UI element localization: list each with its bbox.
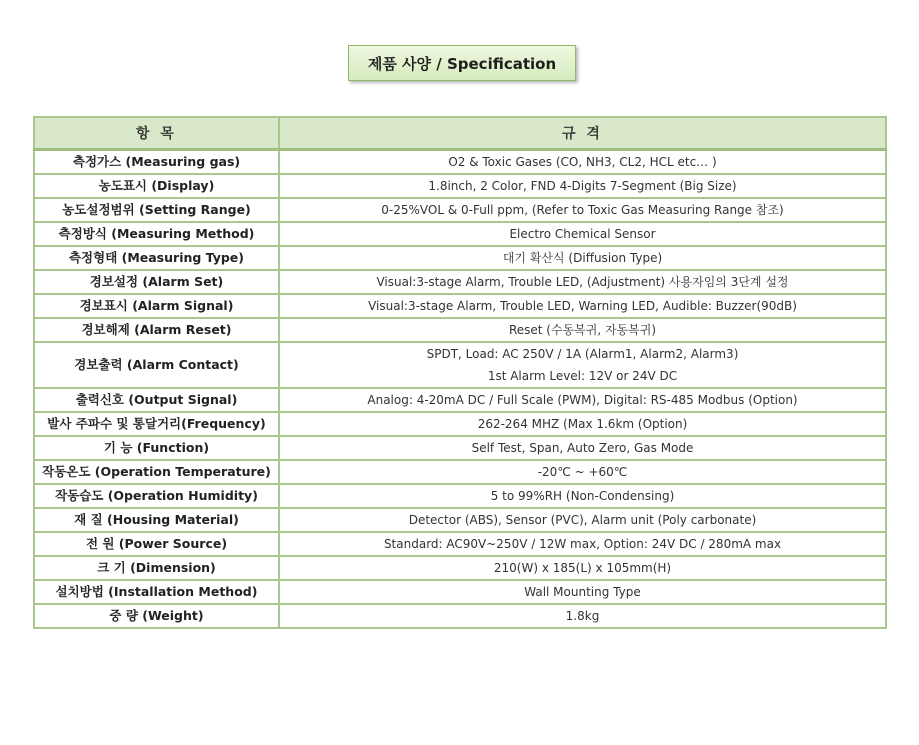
- page-title: 제품 사양 / Specification: [348, 45, 576, 81]
- table-row: [34, 388, 886, 412]
- row-value-line-1: SPDT, Load: AC 250V / 1A (Alarm1, Alarm2, Alarm3): [426, 347, 739, 361]
- table-row: [34, 270, 886, 294]
- row-value: Electro Chemical Sensor: [279, 222, 886, 246]
- row-value: 대기 확산식 (Diffusion Type): [279, 246, 886, 270]
- header-spec: 규 격: [279, 117, 886, 150]
- table-row: [34, 580, 886, 604]
- table-row: [34, 246, 886, 270]
- row-item-label: 경보표시 (Alarm Signal): [34, 294, 279, 318]
- table-row: [34, 222, 886, 246]
- row-value: 5 to 99%RH (Non-Condensing): [279, 484, 886, 508]
- row-item-label: 작동온도 (Operation Temperature): [34, 460, 279, 484]
- row-item-label: 경보해제 (Alarm Reset): [34, 318, 279, 342]
- row-value: Analog: 4-20mA DC / Full Scale (PWM), Digital: RS-485 Modbus (Option): [279, 388, 886, 412]
- table-row: [34, 412, 886, 436]
- table-row: [34, 556, 886, 580]
- row-value: Reset (수동복귀, 자동복귀): [279, 318, 886, 342]
- table-row: [34, 294, 886, 318]
- row-value: Visual:3-stage Alarm, Trouble LED, Warning LED, Audible: Buzzer(90dB): [279, 294, 886, 318]
- row-value: Standard: AC90V~250V / 12W max, Option: 24V DC / 280mA max: [279, 532, 886, 556]
- row-value: Self Test, Span, Auto Zero, Gas Mode: [279, 436, 886, 460]
- row-item-label: 농도표시 (Display): [34, 174, 279, 198]
- row-value: 0-25%VOL & 0-Full ppm, (Refer to Toxic Gas Measuring Range 참조): [279, 198, 886, 222]
- row-item-label: 측정가스 (Measuring gas): [34, 150, 279, 175]
- table-row: [34, 460, 886, 484]
- row-value: O2 & Toxic Gases (CO, NH3, CL2, HCL etc… ): [279, 150, 886, 175]
- row-item-label: 전 원 (Power Source): [34, 532, 279, 556]
- table-row: [34, 532, 886, 556]
- row-value: 1.8inch, 2 Color, FND 4-Digits 7-Segment (Big Size): [279, 174, 886, 198]
- row-value: [279, 342, 886, 388]
- row-item-label: 농도설정범위 (Setting Range): [34, 198, 279, 222]
- row-item-label: 크 기 (Dimension): [34, 556, 279, 580]
- row-value: Visual:3-stage Alarm, Trouble LED, (Adjustment) 사용자임의 3단계 설정: [279, 270, 886, 294]
- table-row: [34, 604, 886, 628]
- table-row: [34, 484, 886, 508]
- row-value: Detector (ABS), Sensor (PVC), Alarm unit (Poly carbonate): [279, 508, 886, 532]
- table-row: [34, 342, 886, 388]
- table-row: [34, 436, 886, 460]
- row-item-label: 측정방식 (Measuring Method): [34, 222, 279, 246]
- row-item-label: 재 질 (Housing Material): [34, 508, 279, 532]
- row-item-label: 중 량 (Weight): [34, 604, 279, 628]
- row-value: 262-264 MHZ (Max 1.6km (Option): [279, 412, 886, 436]
- row-item-label: 경보출력 (Alarm Contact): [34, 342, 279, 388]
- table-header-row: [34, 117, 886, 150]
- header-item: 항 목: [34, 117, 279, 150]
- table-row: [34, 318, 886, 342]
- row-value: -20℃ ~ +60℃: [279, 460, 886, 484]
- specification-table: [33, 116, 887, 629]
- row-item-label: 측정형태 (Measuring Type): [34, 246, 279, 270]
- row-value-line-2: 1st Alarm Level: 12V or 24V DC: [487, 369, 678, 383]
- row-item-label: 설치방법 (Installation Method): [34, 580, 279, 604]
- table-row: [34, 508, 886, 532]
- row-item-label: 발사 주파수 및 통달거리(Frequency): [34, 412, 279, 436]
- row-item-label: 기 능 (Function): [34, 436, 279, 460]
- row-item-label: 출력신호 (Output Signal): [34, 388, 279, 412]
- table-row: [34, 174, 886, 198]
- row-value: 210(W) x 185(L) x 105mm(H): [279, 556, 886, 580]
- row-item-label: 작동습도 (Operation Humidity): [34, 484, 279, 508]
- row-value: Wall Mounting Type: [279, 580, 886, 604]
- table-row: [34, 198, 886, 222]
- row-item-label: 경보설정 (Alarm Set): [34, 270, 279, 294]
- row-value: 1.8kg: [279, 604, 886, 628]
- table-row: [34, 150, 886, 175]
